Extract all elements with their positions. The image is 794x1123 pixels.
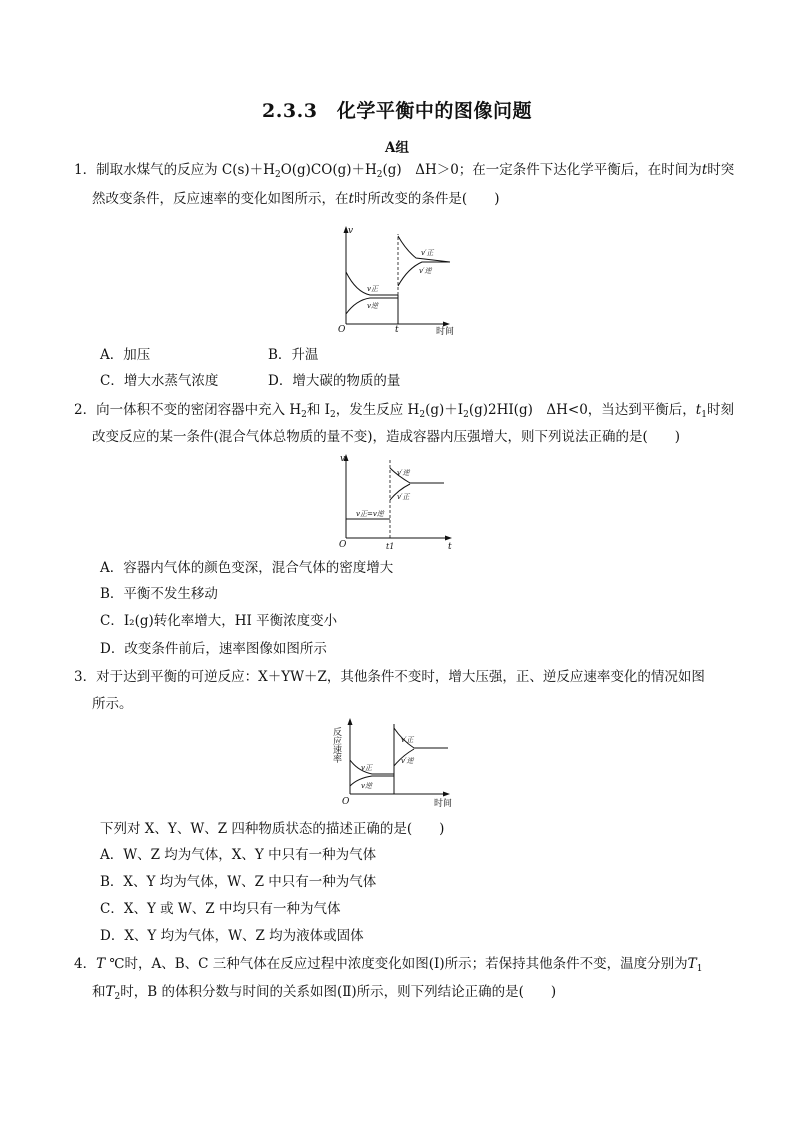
- q2-line1: 2．向一体积不变的密闭容器中充入 $H_2$和 $I_2$，发生反应 $H_2(g)+I_2(g)2HI(g)$ ΔH<0，当达到平衡后，$t_1$时刻: [74, 402, 734, 420]
- q4-line2: 和$T_2$时，B 的体积分数与时间的关系如图(Ⅱ)所示，则下列结论正确的是( ): [92, 984, 557, 1002]
- q2-v-ni-prime-label: v′逆: [397, 469, 410, 477]
- q1-line2: 然改变条件，反应速率的变化如图所示，在t时所改变的条件是( ): [92, 191, 500, 207]
- q2-option-a: A．容器内气体的颜色变深，混合气体的密度增大: [100, 560, 394, 576]
- q3-origin-label: O: [342, 797, 350, 807]
- q3-y-arrow: [348, 718, 353, 725]
- q3-v-zheng-curve: [350, 760, 394, 774]
- q3-option-d: D．X、Y 均为气体，W、Z 均为液体或固体: [100, 928, 364, 944]
- q2-option-b: B．平衡不发生移动: [100, 586, 218, 602]
- q1-y-label: v: [348, 226, 354, 236]
- q1-option-b: B．升温: [268, 347, 319, 363]
- q3-v-ni-curve: [350, 776, 394, 786]
- q3-option-a: A．W、Z 均为气体，X、Y 中只有一种为气体: [100, 847, 377, 863]
- q3-line2: 所示。: [92, 696, 133, 712]
- page-title: 2.3.3 化学平衡中的图像问题: [262, 100, 532, 122]
- q1-option-c: C．增大水蒸气浓度: [100, 373, 219, 389]
- q4-line1: 4．T ℃时，A、B、C 三种气体在反应过程中浓度变化如图(Ⅰ)所示；若保持其他条件不变，温度分别为$T_1$: [74, 956, 703, 974]
- q1-origin-label: O: [338, 325, 346, 335]
- q2-y-label: v: [340, 454, 346, 464]
- q1-v-ni-label: v逆: [367, 302, 378, 310]
- q3-v-ni-prime-label: v′逆: [401, 757, 414, 765]
- q3-option-b: B．X、Y 均为气体，W、Z 中只有一种为气体: [100, 874, 377, 890]
- q3-v-zheng-label: v正: [361, 764, 372, 772]
- q2-rate-graph: [334, 452, 464, 552]
- q1-v-ni-prime-label: v′逆: [419, 267, 432, 275]
- q3-rate-graph: [331, 716, 464, 811]
- q3-v-ni-label: v逆: [361, 782, 372, 790]
- q1-option-d: D．增大碳的物质的量: [268, 373, 401, 389]
- q3-v-zheng-prime-label: v′正: [401, 736, 414, 744]
- q3-option-c: C．X、Y 或 W、Z 中均只有一种为气体: [100, 901, 341, 917]
- q3-y-label: 反应速率: [331, 727, 341, 763]
- q1-v-zheng-label: v正: [367, 285, 378, 293]
- q1-x-label: 时间: [436, 327, 455, 337]
- q1-v-zheng-prime-label: v′正: [421, 249, 434, 257]
- q3-x-label: 时间: [434, 799, 453, 809]
- q2-option-c: C．I₂(g)转化率增大，HI 平衡浓度变小: [100, 613, 338, 629]
- q2-origin-label: O: [339, 540, 347, 550]
- q3-line1: 3．对于达到平衡的可逆反应：X＋YW＋Z，其他条件不变时，增大压强，正、逆反应速率变化的情况如图: [74, 669, 705, 685]
- q1-x-arrow: [443, 322, 450, 327]
- q2-line2: 改变反应的某一条件(混合气体总物质的量不变)，造成容器内压强增大，则下列说法正确的是( ): [92, 429, 681, 445]
- q2-option-d: D．改变条件前后，速率图像如图所示: [100, 641, 327, 657]
- q2-x-label: t: [448, 542, 452, 552]
- q1-line1: 1．制取水煤气的反应为 $C(s)+H_2O(g)CO(g)+H_2(g)$ ΔH＞0；在一定条件下达化学平衡后，在时间为t时突: [74, 162, 735, 180]
- q3-prompt: 下列对 X、Y、W、Z 四种物质状态的描述正确的是( ): [100, 821, 445, 837]
- q2-x-arrow: [445, 536, 452, 541]
- q1-option-a: A．加压: [100, 347, 151, 363]
- q2-equal-rate-label: v正=v逆: [356, 510, 384, 518]
- q2-v-zheng-prime-label: v′正: [397, 493, 410, 501]
- q3-x-arrow: [443, 792, 450, 797]
- q1-rate-graph: [334, 224, 464, 339]
- group-heading: A组: [385, 140, 409, 156]
- q1-t-label: t: [395, 325, 399, 335]
- q2-t1-label: t1: [386, 542, 395, 551]
